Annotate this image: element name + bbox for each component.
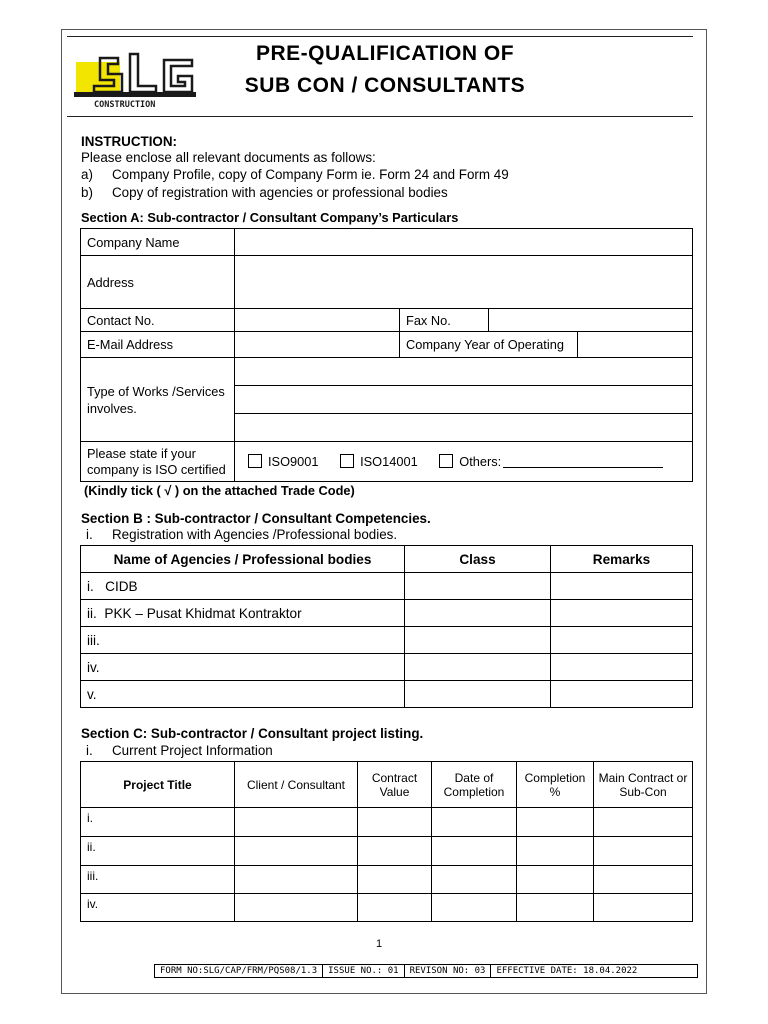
header-rule — [67, 116, 693, 117]
instruction-item: Copy of registration with agencies or professional bodies — [112, 185, 448, 200]
instruction-intro: Please enclose all relevant documents as follows: — [81, 150, 376, 165]
cell[interactable] — [432, 837, 517, 866]
cell[interactable] — [358, 894, 432, 922]
remarks-field[interactable] — [551, 573, 693, 600]
class-field[interactable] — [405, 600, 551, 627]
others-field[interactable] — [503, 456, 663, 468]
instruction-item-marker: a) — [81, 167, 93, 182]
column-header: Project Title — [81, 762, 235, 808]
cell[interactable] — [432, 894, 517, 922]
tick-note: (Kindly tick ( √ ) on the attached Trade Code) — [84, 483, 355, 498]
instruction-item-marker: b) — [81, 185, 93, 200]
type-of-works-field[interactable] — [235, 414, 693, 442]
projects-table — [80, 761, 693, 922]
top-rule — [67, 36, 693, 37]
remarks-field[interactable] — [551, 627, 693, 654]
cell[interactable] — [235, 837, 358, 866]
table-row — [81, 573, 693, 600]
cell[interactable] — [358, 866, 432, 894]
cell[interactable] — [235, 866, 358, 894]
cell[interactable] — [517, 808, 594, 837]
remarks-field[interactable] — [551, 681, 693, 708]
section-a-heading: Section A: Sub-contractor / Consultant Company’s Particulars — [81, 210, 459, 225]
cell[interactable] — [517, 866, 594, 894]
cell[interactable] — [235, 894, 358, 922]
cell[interactable] — [594, 837, 693, 866]
agency-name: CIDB — [105, 578, 138, 594]
iso9001-checkbox[interactable] — [248, 454, 262, 468]
row-number[interactable]: ii. — [81, 837, 235, 866]
others-label: Others: — [459, 454, 502, 469]
cell[interactable] — [358, 808, 432, 837]
table-row — [81, 681, 693, 708]
table-row — [81, 894, 693, 922]
remarks-field[interactable] — [551, 654, 693, 681]
column-header: Remarks — [551, 546, 693, 573]
iso-options — [235, 442, 693, 482]
table-row — [81, 837, 693, 866]
row-number[interactable]: iii. — [81, 866, 235, 894]
table-row — [81, 654, 693, 681]
email-label: E-Mail Address — [81, 332, 235, 358]
cell[interactable] — [594, 808, 693, 837]
form-footer — [154, 964, 698, 978]
column-header: Completion % — [517, 762, 594, 808]
class-field[interactable] — [405, 654, 551, 681]
iso14001-label: ISO14001 — [360, 454, 418, 469]
class-field[interactable] — [405, 573, 551, 600]
year-operating-field[interactable] — [578, 332, 693, 358]
table-row — [81, 600, 693, 627]
page-number: 1 — [376, 938, 383, 950]
column-header: Main Contract or Sub-Con — [594, 762, 693, 808]
table-row — [81, 866, 693, 894]
row-number[interactable]: iv. — [81, 894, 235, 922]
effective-date: EFFECTIVE DATE: 18.04.2022 — [496, 966, 638, 976]
cell[interactable] — [594, 894, 693, 922]
fax-no-field[interactable] — [489, 309, 693, 332]
instruction-heading: INSTRUCTION: — [81, 134, 177, 149]
column-header: Name of Agencies / Professional bodies — [81, 546, 405, 573]
email-field[interactable] — [235, 332, 400, 358]
svg-text:CONSTRUCTION: CONSTRUCTION — [94, 100, 156, 110]
class-field[interactable] — [405, 681, 551, 708]
form-title-line1: PRE-QUALIFICATION OF — [255, 42, 515, 65]
iso9001-label: ISO9001 — [268, 454, 319, 469]
form-title-line2: SUB CON / CONSULTANTS — [244, 74, 526, 97]
others-checkbox[interactable] — [439, 454, 453, 468]
row-number[interactable]: i. — [81, 808, 235, 837]
iso-question-label: Please state if your company is ISO certified — [81, 442, 235, 482]
instruction-item: Company Profile, copy of Company Form ie. Form 24 and Form 49 — [112, 167, 509, 182]
section-b-sub-heading: Registration with Agencies /Professional bodies. — [112, 527, 398, 542]
address-field[interactable] — [235, 256, 693, 309]
table-row — [81, 808, 693, 837]
agencies-table — [80, 545, 693, 708]
section-b-heading: Section B : Sub-contractor / Consultant Competencies. — [81, 511, 431, 526]
section-c-sub-marker: i. — [86, 743, 93, 758]
column-header: Client / Consultant — [235, 762, 358, 808]
type-of-works-field[interactable] — [235, 358, 693, 386]
row-number: iv. — [87, 659, 100, 675]
column-header: Class — [405, 546, 551, 573]
row-number: ii. — [87, 605, 97, 621]
issue-number: ISSUE NO.: 01 — [323, 965, 404, 977]
revision-number: REVISON NO: 03 — [405, 965, 492, 977]
company-name-label: Company Name — [81, 229, 235, 256]
contact-no-field[interactable] — [235, 309, 400, 332]
section-c-sub-heading: Current Project Information — [112, 743, 273, 758]
company-name-field[interactable] — [235, 229, 693, 256]
type-of-works-field[interactable] — [235, 386, 693, 414]
cell[interactable] — [432, 866, 517, 894]
cell[interactable] — [358, 837, 432, 866]
fax-no-label: Fax No. — [400, 309, 489, 332]
company-logo — [74, 48, 198, 110]
agency-name: PKK – Pusat Khidmat Kontraktor — [104, 605, 302, 621]
section-a-table — [80, 228, 693, 482]
row-number: v. — [87, 686, 97, 702]
table-row — [81, 627, 693, 654]
row-number: i. — [87, 578, 94, 594]
type-of-works-label: Type of Works /Services involves. — [81, 358, 235, 442]
cell[interactable] — [517, 837, 594, 866]
form-number: FORM NO:SLG/CAP/FRM/PQS08/1.3 — [155, 965, 323, 977]
year-operating-label: Company Year of Operating — [400, 332, 578, 358]
cell[interactable] — [235, 808, 358, 837]
iso14001-checkbox[interactable] — [340, 454, 354, 468]
row-number: iii. — [87, 632, 100, 648]
cell[interactable] — [517, 894, 594, 922]
address-label: Address — [81, 256, 235, 309]
remarks-field[interactable] — [551, 600, 693, 627]
cell[interactable] — [594, 866, 693, 894]
class-field[interactable] — [405, 627, 551, 654]
contact-no-label: Contact No. — [81, 309, 235, 332]
column-header: Contract Value — [358, 762, 432, 808]
column-header: Date of Completion — [432, 762, 517, 808]
cell[interactable] — [432, 808, 517, 837]
section-c-heading: Section C: Sub-contractor / Consultant project listing. — [81, 726, 424, 741]
section-b-sub-marker: i. — [86, 527, 93, 542]
